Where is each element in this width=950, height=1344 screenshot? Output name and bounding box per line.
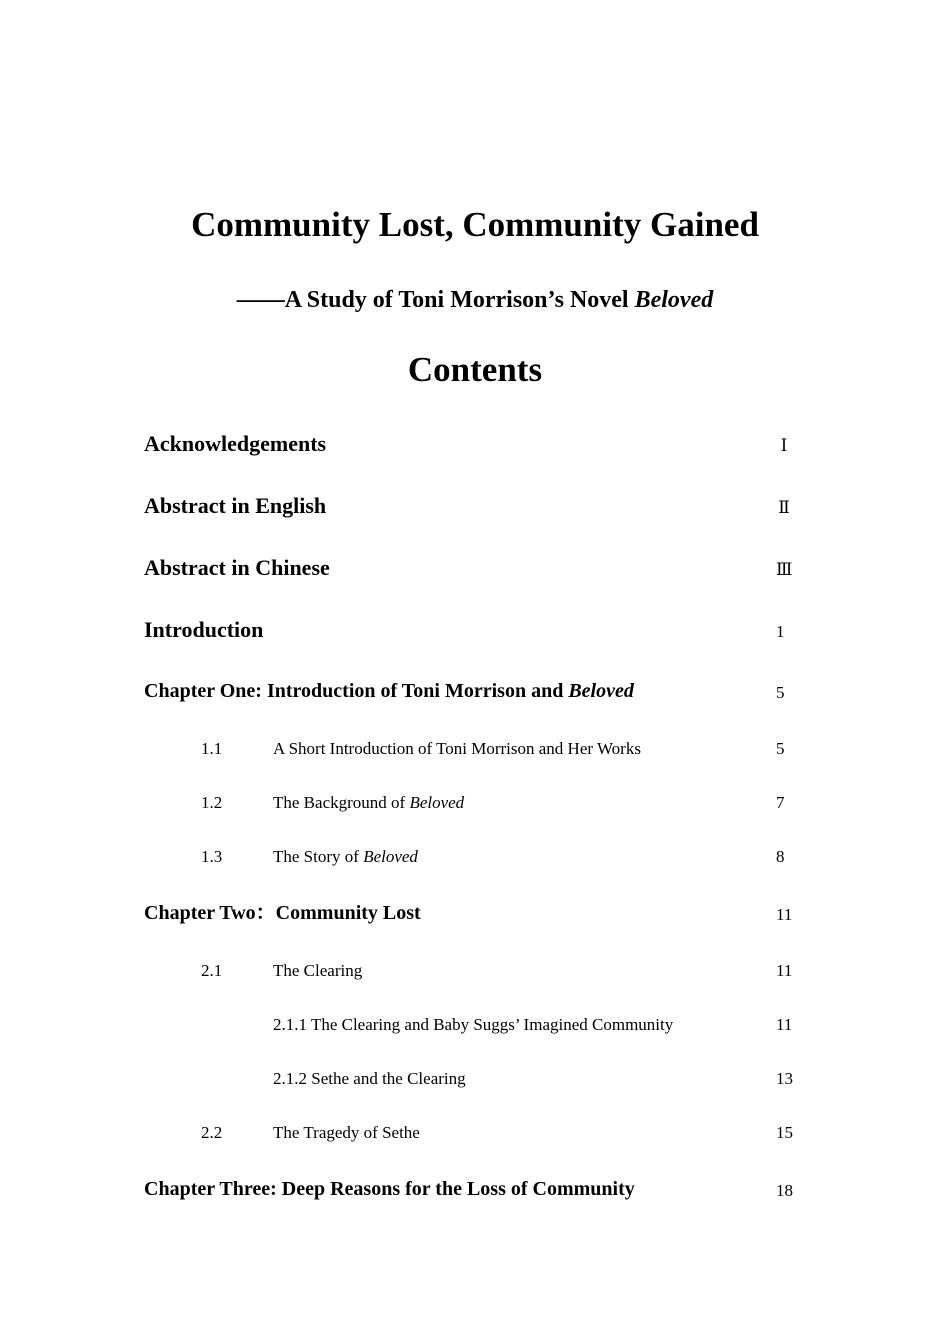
- toc-section-1-3-page: 8: [776, 847, 785, 866]
- toc-section-2-2-label[interactable]: The Tragedy of Sethe: [273, 1123, 420, 1142]
- toc-section-2-1-2-page: 13: [776, 1069, 793, 1088]
- toc-section-1-1-number: 1.1: [201, 739, 223, 758]
- toc-section-2-1-label[interactable]: The Clearing: [273, 961, 363, 980]
- section-1-2-italic: Beloved: [409, 793, 465, 812]
- toc-introduction-label[interactable]: Introduction: [144, 617, 264, 642]
- toc-section-1-1-label[interactable]: A Short Introduction of Toni Morrison and Her Works: [273, 739, 641, 758]
- document-subtitle: [0, 284, 950, 316]
- toc-section-2-1-number: 2.1: [201, 961, 223, 980]
- toc-acknowledgements-page: Ⅰ: [780, 436, 788, 455]
- toc-abstract-chinese-page: Ⅲ: [776, 560, 793, 579]
- contents-heading: Contents: [407, 350, 543, 389]
- toc-section-1-2-page: 7: [776, 793, 785, 812]
- toc-abstract-english-page: Ⅱ: [778, 498, 790, 517]
- chapter-one-italic: Beloved: [568, 680, 634, 702]
- toc-chapter-two-label[interactable]: Chapter Two：Community Lost: [144, 902, 421, 924]
- subtitle-dash: ——: [236, 287, 285, 313]
- document-title: Community Lost, Community Gained: [191, 205, 759, 244]
- toc-section-2-1-1-label[interactable]: 2.1.1 The Clearing and Baby Suggs’ Imagined Community: [273, 1015, 674, 1034]
- toc-introduction-page: 1: [776, 622, 785, 641]
- toc-section-1-3-label[interactable]: [273, 846, 418, 868]
- toc-section-1-2-number: 1.2: [201, 793, 223, 812]
- section-1-3-text: The Story of: [273, 847, 364, 866]
- toc-chapter-two-page: 11: [776, 905, 793, 924]
- toc-abstract-chinese-label[interactable]: Abstract in Chinese: [144, 555, 330, 580]
- toc-chapter-three-page: 18: [776, 1181, 793, 1200]
- toc-section-2-2-page: 15: [776, 1123, 793, 1142]
- toc-acknowledgements-label[interactable]: Acknowledgements: [144, 431, 327, 456]
- toc-chapter-one-page: 5: [776, 683, 785, 702]
- section-1-3-italic: Beloved: [363, 847, 418, 866]
- toc-section-2-1-1-page: 11: [776, 1015, 793, 1034]
- chapter-one-text: Chapter One: Introduction of Toni Morrison and: [144, 680, 569, 702]
- toc-chapter-one-label[interactable]: [144, 678, 634, 704]
- subtitle-text: A Study of Toni Morrison’s Novel: [284, 287, 635, 313]
- subtitle-italic: Beloved: [634, 287, 714, 313]
- toc-chapter-three-label[interactable]: Chapter Three: Deep Reasons for the Loss of Community: [144, 1178, 635, 1200]
- toc-abstract-english-label[interactable]: Abstract in English: [144, 493, 327, 518]
- toc-section-1-3-number: 1.3: [201, 847, 223, 866]
- toc-section-2-2-number: 2.2: [201, 1123, 223, 1142]
- toc-section-2-1-2-label[interactable]: 2.1.2 Sethe and the Clearing: [273, 1069, 466, 1088]
- toc-section-1-1-page: 5: [776, 739, 785, 758]
- section-1-2-text: The Background of: [273, 793, 410, 812]
- toc-section-1-2-label[interactable]: [273, 792, 464, 814]
- toc-section-2-1-page: 11: [776, 961, 793, 980]
